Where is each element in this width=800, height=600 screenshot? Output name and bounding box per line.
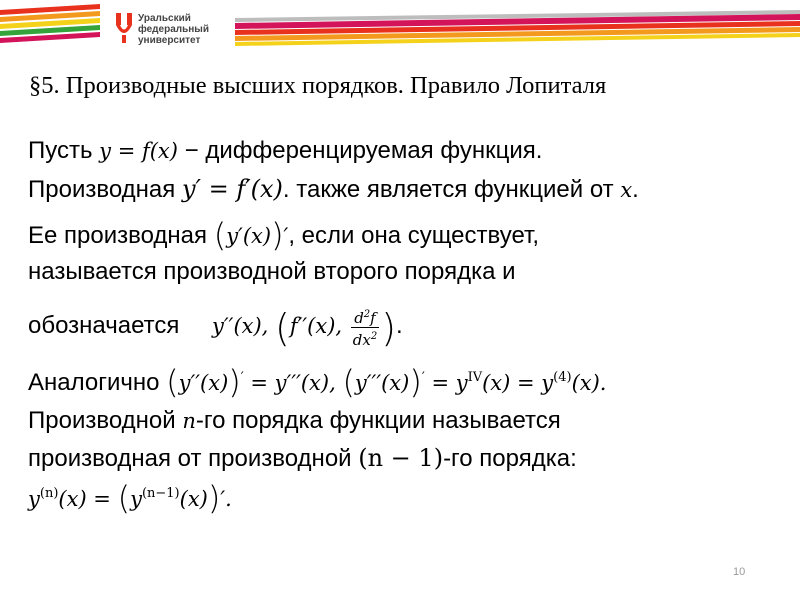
text: Ее производная bbox=[28, 222, 214, 249]
paren-open: ( bbox=[213, 216, 227, 254]
paren-open: ( bbox=[275, 306, 290, 350]
formula: (x). bbox=[571, 371, 607, 395]
text: -го порядка: bbox=[443, 445, 577, 472]
paragraph-1-line-3 bbox=[28, 216, 540, 254]
paragraph-1-line-4: называется производной второго порядка и bbox=[28, 258, 516, 285]
paragraph-2-line-4 bbox=[28, 479, 232, 517]
fraction-denominator bbox=[351, 328, 379, 349]
prime: ′ bbox=[421, 370, 425, 385]
formula-y: y bbox=[28, 487, 40, 511]
text: . bbox=[632, 176, 639, 203]
prime: ′ bbox=[283, 224, 289, 248]
text: производная от производной bbox=[28, 445, 359, 472]
page-number: 10 bbox=[733, 566, 746, 578]
variable: x bbox=[620, 178, 633, 202]
text: Аналогично bbox=[28, 369, 167, 396]
paren-close: ) bbox=[228, 363, 241, 401]
superscript-iv: IV bbox=[467, 370, 483, 385]
text: обозначается bbox=[28, 312, 180, 339]
formula: y′′(x) bbox=[178, 371, 229, 395]
superscript-4: (4) bbox=[553, 370, 572, 385]
paragraph-2-line-3 bbox=[28, 446, 577, 471]
paragraph-2-line-2 bbox=[28, 409, 561, 433]
formula: y′ = f′(x) bbox=[181, 175, 283, 203]
superscript-n-minus-1: (n−1) bbox=[141, 486, 180, 501]
formula: (x) = y bbox=[482, 371, 554, 395]
text: Пусть bbox=[28, 137, 100, 164]
numerator-d: d bbox=[354, 309, 364, 327]
text: . bbox=[396, 312, 403, 339]
formula: (x) = bbox=[58, 487, 118, 511]
denominator-dx: dx bbox=[352, 331, 371, 349]
text: − дифференцируемая функция. bbox=[177, 137, 543, 164]
prime: ′ bbox=[240, 370, 244, 385]
slide-title: §5. Производные высших порядков. Правило Лопиталя bbox=[29, 72, 607, 99]
formula: = y bbox=[424, 371, 468, 395]
text: Производная bbox=[28, 176, 182, 203]
paren-open: ( bbox=[166, 363, 179, 401]
university-logo-icon bbox=[113, 11, 135, 45]
formula: y′′(x), bbox=[212, 314, 269, 338]
text: , если она существует, bbox=[288, 222, 540, 249]
fraction bbox=[351, 306, 379, 349]
paragraph-1-line-5 bbox=[28, 306, 403, 349]
university-name bbox=[138, 13, 209, 46]
header-banner bbox=[0, 0, 800, 60]
formula-y: y bbox=[130, 487, 142, 511]
paren-close: ) bbox=[381, 306, 397, 350]
paren-close: ) bbox=[409, 363, 422, 401]
variable: n bbox=[182, 409, 196, 433]
text: Производной bbox=[28, 407, 183, 434]
university-name-line-1: Уральский bbox=[138, 13, 191, 24]
paren-open: ( bbox=[117, 479, 131, 517]
formula: = y′′′(x), bbox=[243, 371, 343, 395]
paragraph-1-line-1 bbox=[28, 139, 542, 163]
numerator-f: f bbox=[370, 309, 376, 327]
paren-close: ) bbox=[271, 216, 284, 254]
university-name-line-2: федеральный bbox=[138, 24, 209, 35]
paragraph-2-line-1 bbox=[28, 363, 607, 401]
paren-open: ( bbox=[342, 363, 355, 401]
formula: (x) bbox=[179, 487, 208, 511]
formula-end: ′. bbox=[220, 487, 232, 511]
formula: (n − 1) bbox=[358, 444, 444, 472]
formula: y = f(x) bbox=[99, 139, 178, 163]
paragraph-1-line-2 bbox=[28, 177, 639, 202]
text: -го порядка функции называется bbox=[195, 407, 561, 434]
numerator-exp: 2 bbox=[363, 309, 371, 320]
fraction-numerator bbox=[351, 306, 379, 328]
formula: y′′′(x) bbox=[354, 371, 410, 395]
formula: y′(x) bbox=[226, 224, 272, 248]
formula: f′′(x), bbox=[289, 314, 343, 338]
paren-close: ) bbox=[207, 479, 221, 517]
superscript-n: (n) bbox=[39, 486, 59, 501]
denominator-exp: 2 bbox=[370, 331, 378, 342]
university-name-line-3: университет bbox=[138, 35, 201, 46]
text: . также является функцией от bbox=[282, 176, 621, 203]
